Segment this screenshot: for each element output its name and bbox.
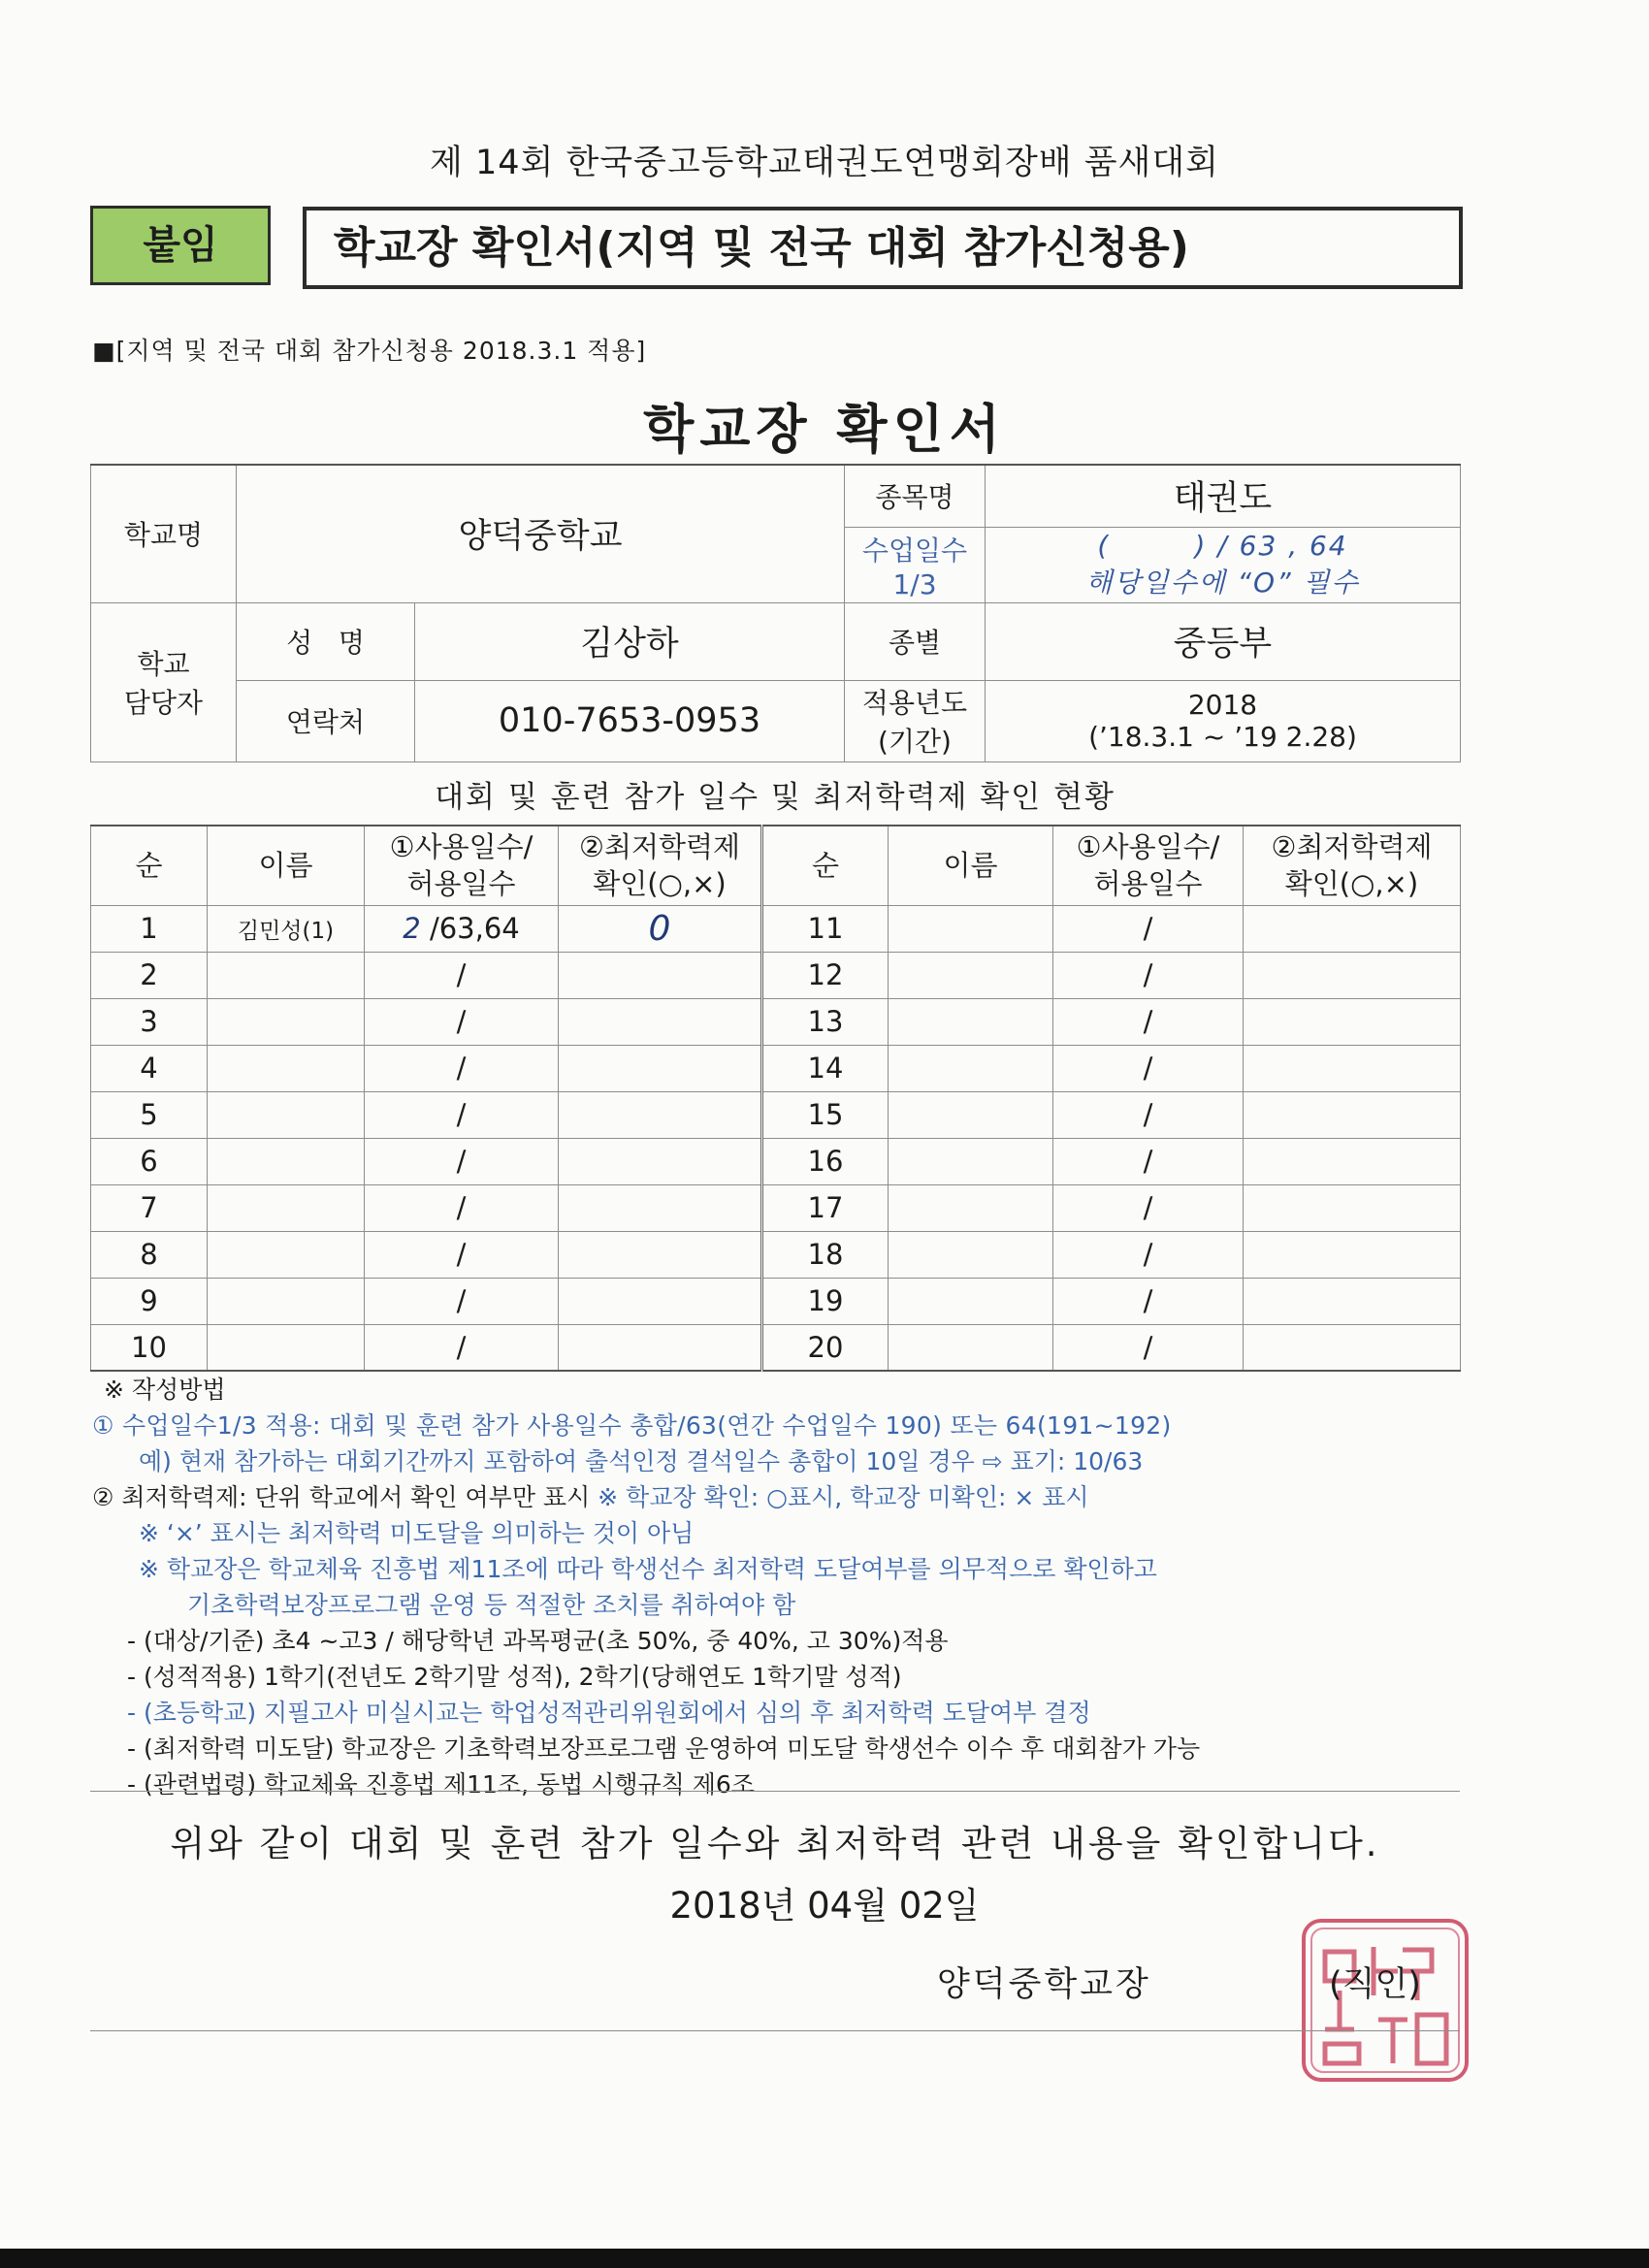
used-days-cell[interactable]	[365, 1324, 559, 1371]
seal-label: (직인)	[1329, 1965, 1421, 2004]
used-days-cell[interactable]	[1053, 1045, 1244, 1091]
note-min-achievement	[92, 1479, 1479, 1515]
table-row	[91, 1278, 1461, 1324]
row-number: 14	[762, 1045, 889, 1091]
confirm-heading: 학교장 확인서	[643, 399, 1006, 460]
note-related-law: - (관련법령) 학교체육 진흥법 제11조, 동법 시행규칙 제6조	[127, 1770, 755, 1798]
min-achievement-check[interactable]	[559, 952, 762, 998]
row-number: 4	[91, 1045, 208, 1091]
note-class-days-example: 예) 현재 참가하는 대회기간까지 포함하여 출석인정 결석일수 총합이 10일 경우 ⇨ 표기: 10/63	[139, 1447, 1144, 1475]
note-not-reached: - (최저학력 미도달) 학교장은 기초학력보장프로그램 운영하여 미도달 학생선수 이수 후 대회참가 가능	[127, 1734, 1201, 1763]
min-achievement-check[interactable]	[559, 1324, 762, 1371]
event-label: 종목명	[845, 465, 986, 527]
table-row	[91, 1231, 1461, 1278]
min-achievement-check[interactable]	[1244, 1091, 1461, 1138]
used-days-cell[interactable]	[1053, 1091, 1244, 1138]
col-days-right-l1: ①사용일수/	[1076, 830, 1220, 864]
class-days-label-line2: 1/3	[892, 567, 937, 600]
col-days-left-l1: ①사용일수/	[389, 830, 534, 864]
attachment-tag: 붙임	[90, 206, 271, 285]
allowed-days: /	[456, 958, 467, 991]
used-days-cell[interactable]	[1053, 1324, 1244, 1371]
student-name[interactable]: 김민성(1)	[208, 905, 365, 952]
issue-date: 2018년 04월 02일	[669, 1885, 980, 1927]
row-number: 1	[91, 905, 208, 952]
divider-line	[90, 1791, 1460, 1792]
student-name[interactable]	[889, 952, 1053, 998]
notes-title: ※ 작성방법	[104, 1376, 226, 1404]
principal-name: 양덕중학교장	[937, 1965, 1151, 2004]
table-row	[91, 905, 1461, 952]
allowed-days: /	[1143, 1284, 1153, 1317]
used-days-cell[interactable]	[1053, 1184, 1244, 1231]
class-days-label	[845, 527, 986, 602]
used-days: 2	[403, 912, 421, 945]
divider-line-bottom	[90, 2030, 1460, 2031]
student-name[interactable]	[208, 1324, 365, 1371]
student-name[interactable]	[208, 952, 365, 998]
scan-border	[0, 2249, 1649, 2268]
table-row	[91, 1184, 1461, 1231]
note-principal-duty-cont: 기초학력보장프로그램 운영 등 적절한 조치를 취하여야 함	[187, 1591, 796, 1619]
col-days-left-l2: 허용일수	[406, 867, 516, 901]
allowed-days: /	[456, 1005, 467, 1038]
table-row	[91, 1091, 1461, 1138]
min-achievement-check[interactable]	[559, 1184, 762, 1231]
used-days-cell[interactable]	[1053, 952, 1244, 998]
used-days-cell[interactable]	[365, 1091, 559, 1138]
student-name[interactable]	[208, 1045, 365, 1091]
note-min-achievement-suffix: ※ 학교장 확인: ○표시, 학교장 미확인: × 표시	[590, 1483, 1089, 1511]
table-row	[91, 1324, 1461, 1371]
contact-person-label	[91, 602, 237, 761]
student-name[interactable]	[889, 905, 1053, 952]
allowed-days: /	[456, 1098, 467, 1131]
row-number: 3	[91, 998, 208, 1045]
allowed-days: /	[1143, 1098, 1153, 1131]
row-number: 5	[91, 1091, 208, 1138]
min-achievement-check[interactable]	[1244, 1045, 1461, 1091]
allowed-days: /	[1143, 1052, 1153, 1085]
min-achievement-check[interactable]	[1244, 998, 1461, 1045]
row-number: 12	[762, 952, 889, 998]
min-achievement-check[interactable]	[559, 1231, 762, 1278]
writing-instructions	[92, 1372, 1479, 1802]
year-value-line2: (’18.3.1 ~ ’19 2.28)	[1088, 721, 1357, 753]
row-number: 15	[762, 1091, 889, 1138]
min-achievement-check[interactable]	[1244, 1231, 1461, 1278]
student-name[interactable]	[208, 1138, 365, 1184]
apply-note: ■[지역 및 전국 대회 참가신청용 2018.3.1 적용]	[92, 337, 647, 365]
row-number: 10	[91, 1324, 208, 1371]
division-label: 종별	[845, 602, 986, 680]
student-name[interactable]	[889, 1231, 1053, 1278]
col-days-right-l2: 허용일수	[1093, 867, 1203, 901]
used-days-cell[interactable]	[365, 1231, 559, 1278]
school-name-value: 양덕중학교	[237, 465, 845, 602]
row-number: 2	[91, 952, 208, 998]
min-achievement-check[interactable]	[559, 1138, 762, 1184]
class-days-value-line1: ( ) / 63 , 64	[1097, 529, 1348, 562]
row-number: 8	[91, 1231, 208, 1278]
used-days-cell[interactable]	[1053, 1278, 1244, 1324]
min-achievement-check[interactable]	[559, 998, 762, 1045]
allowed-days: /63,64	[429, 912, 520, 945]
col-min-left	[559, 826, 762, 905]
min-achievement-check[interactable]	[1244, 952, 1461, 998]
used-days-cell[interactable]	[365, 1138, 559, 1184]
contact-label-line2: 담당자	[123, 687, 204, 719]
class-days-label-line1: 수업일수	[861, 534, 968, 567]
row-number: 6	[91, 1138, 208, 1184]
note-principal-duty: ※ 학교장은 학교체육 진흥법 제11조에 따라 학생선수 최저학력 도달여부를 의무적으로 확인하고	[139, 1555, 1157, 1583]
row-number: 18	[762, 1231, 889, 1278]
table-row	[91, 1138, 1461, 1184]
school-name-label: 학교명	[91, 465, 237, 602]
contact-label-line1: 학교	[137, 648, 190, 680]
table-row	[91, 952, 1461, 998]
row-number: 11	[762, 905, 889, 952]
row-number: 13	[762, 998, 889, 1045]
used-days-cell[interactable]	[365, 905, 559, 952]
col-min-right-l1: ②최저학력제	[1271, 830, 1433, 864]
note-elementary: - (초등학교) 지필고사 미실시교는 학업성적관리위원회에서 심의 후 최저학력 도달여부 결정	[127, 1699, 1091, 1727]
allowed-days: /	[1143, 912, 1153, 945]
table-row	[91, 1045, 1461, 1091]
note-target: - (대상/기준) 초4 ~고3 / 해당학년 과목평균(초 50%, 중 40%, 고 30%)적용	[127, 1627, 949, 1655]
row-number: 17	[762, 1184, 889, 1231]
col-days-right	[1053, 826, 1244, 905]
name-label: 성 명	[237, 602, 415, 680]
col-no-left: 순	[91, 826, 208, 905]
student-name[interactable]	[208, 998, 365, 1045]
school-info-table	[90, 464, 1461, 762]
col-min-left-l2: 확인(○,×)	[593, 867, 727, 901]
phone-value[interactable]: 010-7653-0953	[415, 680, 845, 761]
year-label-line2: (기간)	[878, 726, 952, 758]
row-number: 16	[762, 1138, 889, 1184]
col-name-right: 이름	[889, 826, 1053, 905]
student-name[interactable]	[208, 1278, 365, 1324]
student-name[interactable]	[889, 1138, 1053, 1184]
student-name[interactable]	[208, 1184, 365, 1231]
used-days-cell[interactable]	[1053, 1231, 1244, 1278]
class-days-value-line2: 해당일수에 “O” 필수	[1085, 566, 1360, 599]
allowed-days: /	[1143, 1330, 1153, 1364]
used-days-cell[interactable]	[1053, 905, 1244, 952]
min-achievement-check[interactable]	[559, 1278, 762, 1324]
event-title: 제 14회 한국중고등학교태권도연맹회장배 품새대회	[430, 144, 1219, 182]
confirmation-sentence: 위와 같이 대회 및 훈련 참가 일수와 최저학력 관련 내용을 확인합니다.	[170, 1823, 1380, 1864]
student-name[interactable]	[889, 1091, 1053, 1138]
year-label-line1: 적용년도	[861, 687, 968, 719]
col-min-right	[1244, 826, 1461, 905]
used-days-cell[interactable]	[365, 1045, 559, 1091]
col-min-right-l2: 확인(○,×)	[1284, 867, 1419, 901]
participant-header-row	[91, 826, 1461, 905]
allowed-days: /	[456, 1284, 467, 1317]
allowed-days: /	[1143, 1238, 1153, 1271]
col-no-right: 순	[762, 826, 889, 905]
document-title: 학교장 확인서(지역 및 전국 대회 참가신청용)	[303, 207, 1463, 289]
used-days-cell[interactable]	[365, 1278, 559, 1324]
phone-label: 연락처	[237, 680, 415, 761]
used-days-cell[interactable]	[365, 952, 559, 998]
row-number: 7	[91, 1184, 208, 1231]
event-value: 태권도	[986, 465, 1461, 527]
min-achievement-check[interactable]	[559, 1045, 762, 1091]
student-name[interactable]	[208, 1231, 365, 1278]
allowed-days: /	[456, 1145, 467, 1178]
row-number: 9	[91, 1278, 208, 1324]
min-achievement-check[interactable]	[1244, 1278, 1461, 1324]
allowed-days: /	[1143, 1005, 1153, 1038]
student-name[interactable]	[889, 1278, 1053, 1324]
min-achievement-check[interactable]	[1244, 1138, 1461, 1184]
year-label	[845, 680, 986, 761]
allowed-days: /	[1143, 1145, 1153, 1178]
table-row	[91, 998, 1461, 1045]
allowed-days: /	[456, 1330, 467, 1364]
class-days-value[interactable]	[986, 527, 1461, 602]
year-value-line1: 2018	[1187, 689, 1258, 721]
allowed-days: /	[456, 1238, 467, 1271]
min-achievement-check[interactable]: 0	[559, 905, 762, 952]
note-min-achievement-prefix: ② 최저학력제: 단위 학교에서 확인 여부만 표시	[92, 1483, 591, 1511]
student-name[interactable]	[889, 1045, 1053, 1091]
student-name[interactable]	[889, 998, 1053, 1045]
used-days-cell[interactable]	[1053, 1138, 1244, 1184]
col-min-left-l1: ②최저학력제	[578, 830, 741, 864]
used-days-cell[interactable]	[365, 998, 559, 1045]
participant-table	[90, 825, 1461, 1372]
min-achievement-check[interactable]	[1244, 1184, 1461, 1231]
used-days-cell[interactable]	[365, 1184, 559, 1231]
division-value[interactable]: 중등부	[986, 602, 1461, 680]
name-value[interactable]: 김상하	[415, 602, 845, 680]
note-class-days: ① 수업일수1/3 적용: 대회 및 훈련 참가 사용일수 총합/63(연간 수업일수 190) 또는 64(191~192)	[92, 1411, 1172, 1440]
student-name[interactable]	[889, 1324, 1053, 1371]
used-days-cell[interactable]	[1053, 998, 1244, 1045]
col-days-left	[365, 826, 559, 905]
allowed-days: /	[456, 1052, 467, 1085]
student-name[interactable]	[208, 1091, 365, 1138]
col-name-left: 이름	[208, 826, 365, 905]
min-achievement-check[interactable]	[1244, 905, 1461, 952]
note-x-mark: ※ ‘×’ 표시는 최저학력 미도달을 의미하는 것이 아님	[139, 1519, 695, 1547]
min-achievement-check[interactable]	[559, 1091, 762, 1138]
allowed-days: /	[1143, 958, 1153, 991]
status-heading: 대회 및 훈련 참가 일수 및 최저학력제 확인 현황	[435, 780, 1116, 815]
student-name[interactable]	[889, 1184, 1053, 1231]
allowed-days: /	[1143, 1191, 1153, 1224]
allowed-days: /	[456, 1191, 467, 1224]
note-grade-apply: - (성적적용) 1학기(전년도 2학기말 성적), 2학기(당해연도 1학기말 성적)	[127, 1663, 902, 1691]
min-achievement-check[interactable]	[1244, 1324, 1461, 1371]
row-number: 19	[762, 1278, 889, 1324]
row-number: 20	[762, 1324, 889, 1371]
year-value	[986, 680, 1461, 761]
